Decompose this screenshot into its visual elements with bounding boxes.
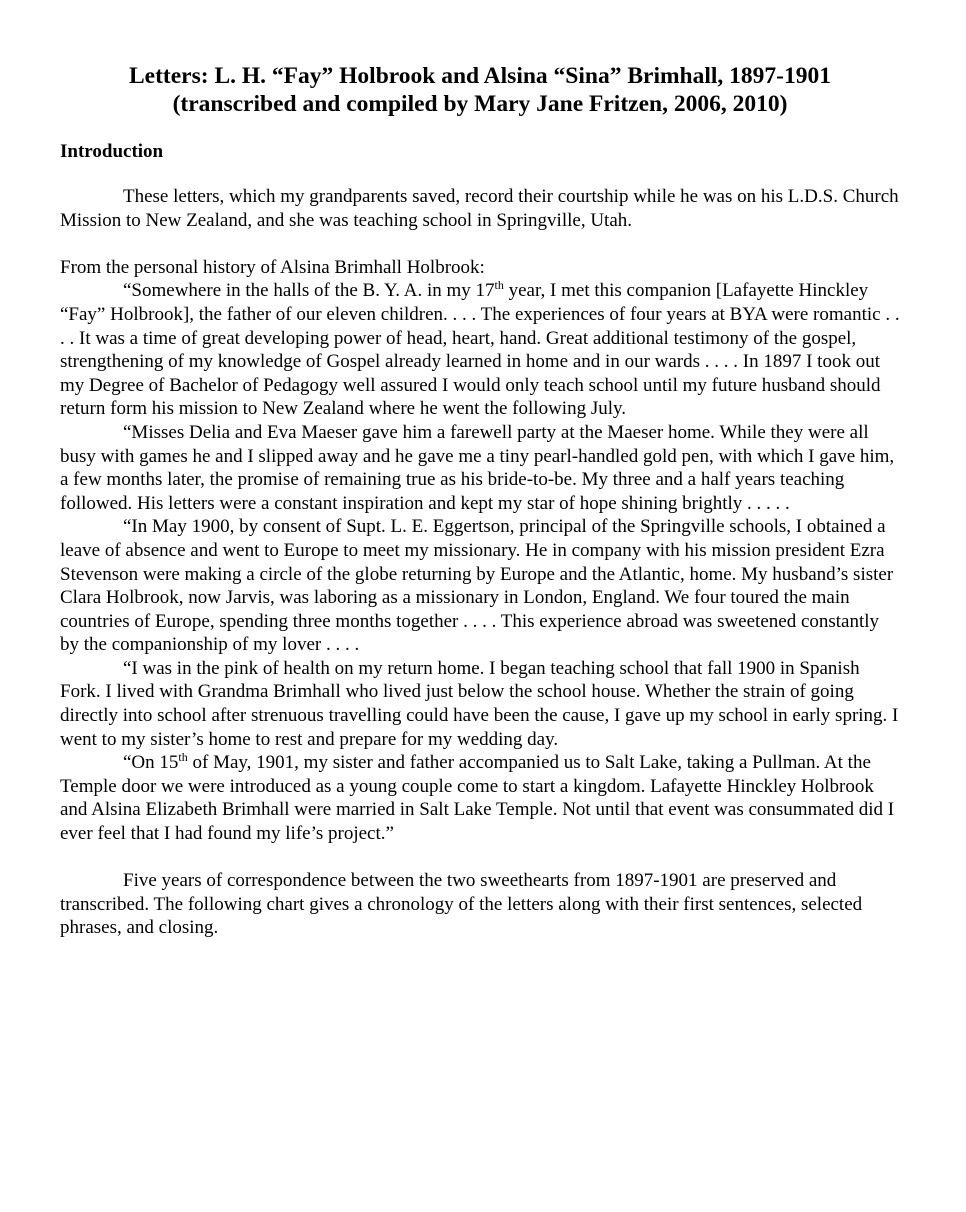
title-line-1: Letters: L. H. “Fay” Holbrook and Alsina “Sina” Brimhall, 1897-1901	[128, 63, 832, 89]
quote-paragraph-3: “In May 1900, by consent of Supt. L. E. Eggertson, principal of the Springville schools, I obtained a leave of absence and went to Europe to meet my missionary. He in company with his mission president Ezra Stevenson were making a circle of the globe returning by Europe and the Atlantic, home. My husband’s sister Clara Holbrook, now Jarvis, was laboring as a missionary in London, England. We four toured the main countries of Europe, spending three months together . . . . This experience abroad was sweetened constantly by the companionship of my lover . . . .	[60, 516, 894, 656]
history-label: From the personal history of Alsina Brimhall Holbrook:	[60, 256, 485, 278]
quote5-text-a: “On 15	[123, 752, 179, 774]
quote1-superscript: th	[494, 278, 504, 293]
quote1-text-b: year, I met this companion [Lafayette Hinckley “Fay” Holbrook], the father of our eleven children. . . . The experiences of four years at BYA were romantic . . . . It was a time of great developing power of head, heart, hand. Great additional testimony of the gospel, strengthening of my knowledge of Gospel already learned in home and in our wards . . . . In 1897 I took out my Degree of Bachelor of Pedagogy well assured I would only teach school until my future husband should return form his mission to New Zealand where he went the following July.	[60, 280, 900, 420]
quote5-text-b: of May, 1901, my sister and father accompanied us to Salt Lake, taking a Pullman. At the Temple door we were introduced as a young couple come to start a kingdom. Lafayette Hinckley Holbrook and Alsina Elizabeth Brimhall were married in Salt Lake Temple. Not until that event was consummated did I ever feel that I had found my life’s project.”	[60, 752, 895, 845]
section-heading: Introduction	[60, 141, 164, 162]
quote5-superscript: th	[178, 750, 188, 765]
document-title	[60, 62, 900, 118]
title-line-2: (transcribed and compiled by Mary Jane Fritzen, 2006, 2010)	[172, 91, 788, 117]
quote-paragraph-1	[60, 279, 900, 421]
quote-paragraph-5	[60, 751, 900, 845]
document-page	[60, 62, 900, 940]
closing-paragraph: Five years of correspondence between the two sweethearts from 1897-1901 are preserved and transcribed. The following chart gives a chronology of the letters along with their first sentences, selected phrases, and closing.	[60, 870, 863, 939]
quote1-text-a: “Somewhere in the halls of the B. Y. A. in my 17	[123, 280, 495, 302]
quote-paragraph-4: “I was in the pink of health on my return home. I began teaching school that fall 1900 in Spanish Fork. I lived with Grandma Brimhall who lived just below the school house. Whether the strain of going directly into school after strenuous travelling could have been the cause, I gave up my school in early spring. I went to my sister’s home to rest and prepare for my wedding day.	[60, 657, 899, 750]
quote-paragraph-2: “Misses Delia and Eva Maeser gave him a farewell party at the Maeser home. While they were all busy with games he and I slipped away and he gave me a tiny pearl-handled gold pen, with which I gave him, a few months later, the promise of remaining true as his bride-to-be. My three and a half years teaching followed. His letters were a constant inspiration and kept my star of hope shining brightly . . . . .	[60, 421, 895, 514]
intro-paragraph: These letters, which my grandparents saved, record their courtship while he was on his L.D.S. Church Mission to New Zealand, and she was teaching school in Springville, Utah.	[60, 186, 899, 231]
